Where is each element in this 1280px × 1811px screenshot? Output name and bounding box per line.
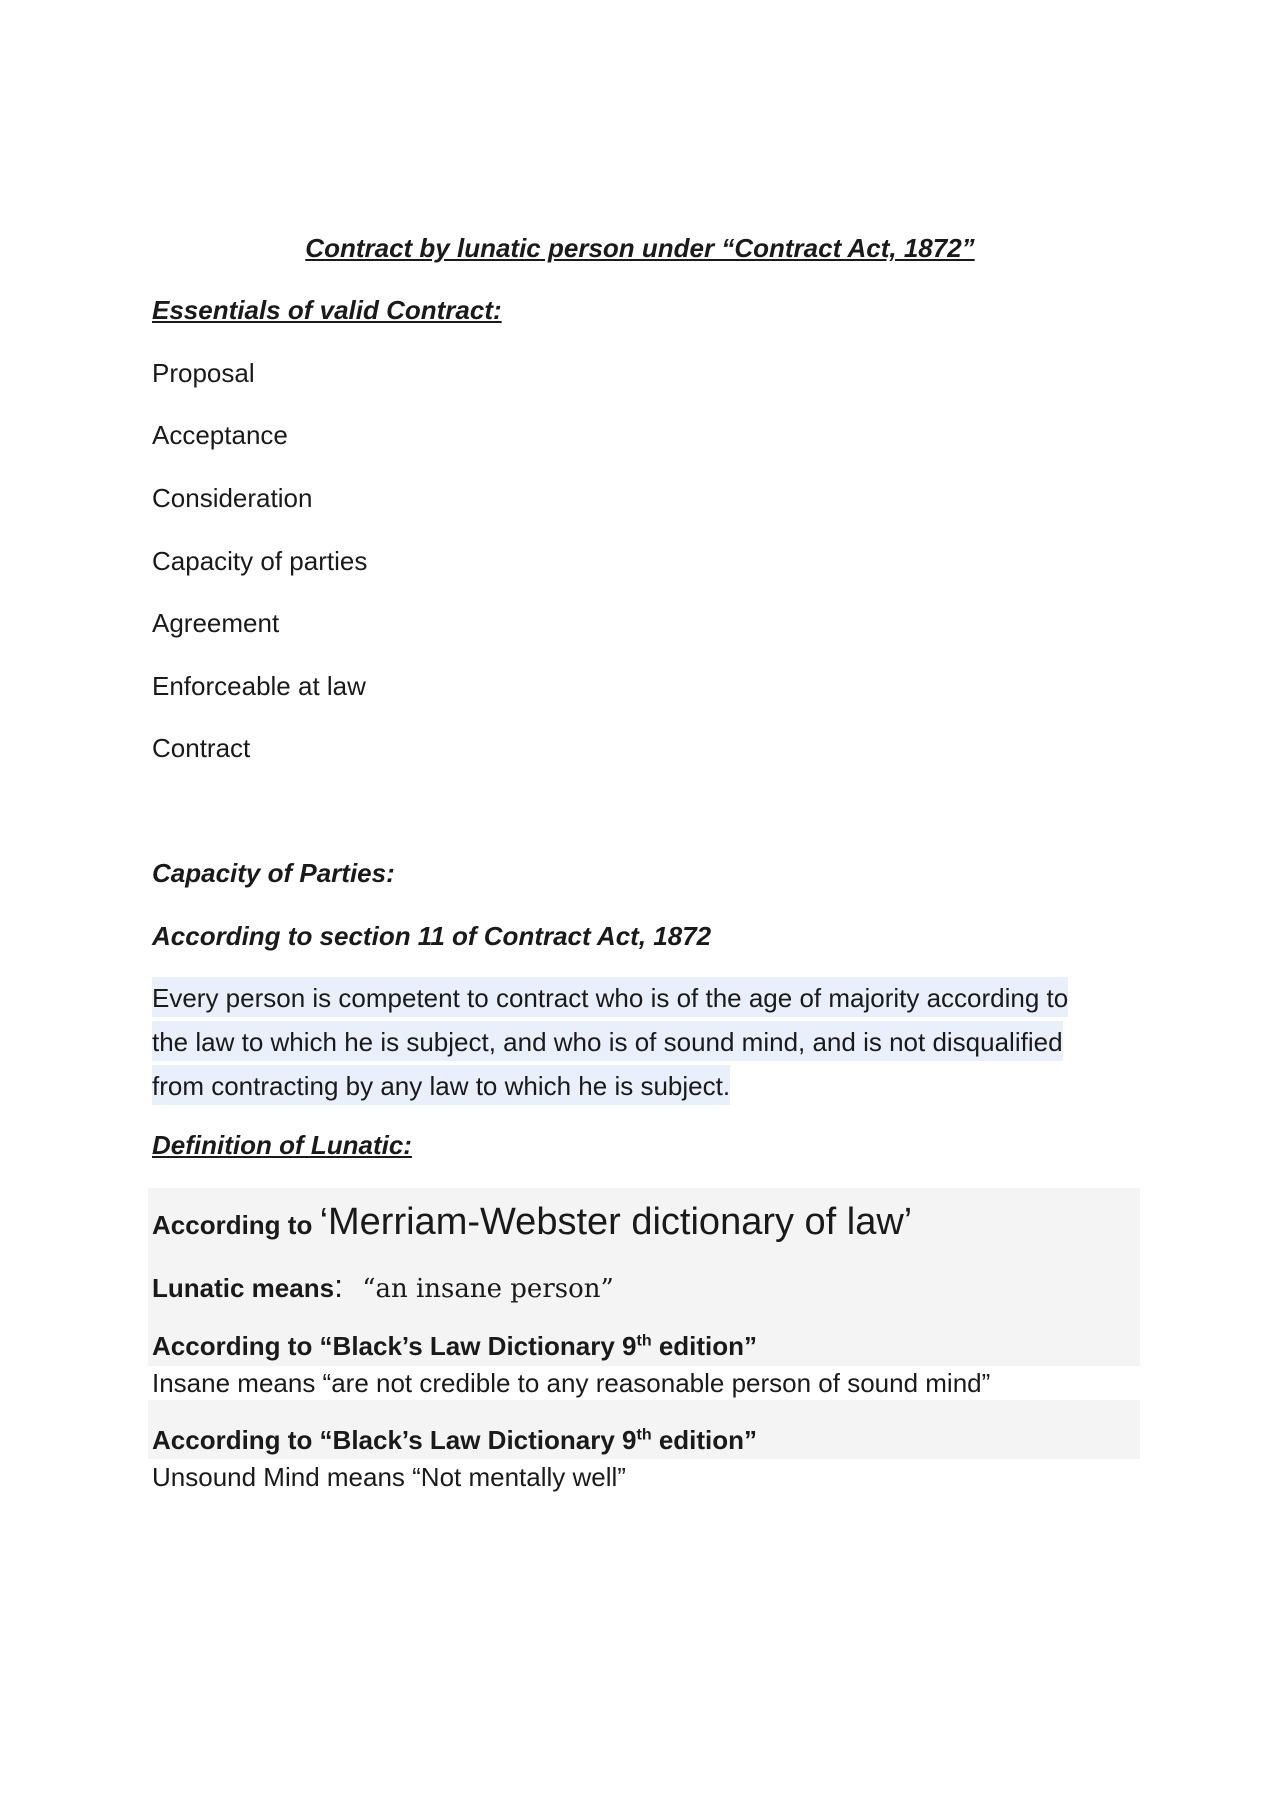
mw-prefix: According to [152, 1210, 313, 1240]
essential-item: Proposal [152, 358, 255, 388]
essential-item: Agreement [152, 608, 280, 638]
essential-item: Enforceable at law [152, 671, 366, 701]
document-title: Contract by lunatic person under “Contract Act, 1872” [305, 233, 975, 263]
essential-item: Consideration [152, 483, 313, 513]
capacity-heading: Capacity of Parties: [152, 858, 395, 888]
blacks-sup: th [636, 1426, 652, 1444]
section-text-line: the law to which he is subject, and who is of sound mind, and is not disqualified [152, 1021, 1063, 1061]
lunatic-means-line [152, 1266, 614, 1309]
definition-heading: Definition of Lunatic: [152, 1130, 412, 1160]
lunatic-label: Lunatic means [152, 1273, 335, 1303]
section-text-line: Every person is competent to contract who is of the age of majority according to [152, 977, 1068, 1017]
unsound-mind-definition: Unsound Mind means “Not mentally well” [152, 1462, 626, 1492]
blacks-suffix: edition” [651, 1425, 758, 1455]
section-text-line: from contracting by any law to which he is subject. [152, 1065, 730, 1105]
lunatic-colon: : [334, 1268, 343, 1304]
blacks-law-source-1 [152, 1330, 757, 1362]
lunatic-definition: “an insane person” [362, 1274, 614, 1304]
merriam-webster-line [152, 1198, 912, 1249]
blacks-law-source-2 [152, 1424, 757, 1456]
blacks-prefix: According to “Black’s Law Dictionary 9 [152, 1425, 637, 1455]
insane-definition: Insane means “are not credible to any reasonable person of sound mind” [152, 1368, 991, 1398]
essential-item: Contract [152, 733, 251, 763]
essentials-heading: Essentials of valid Contract: [152, 295, 502, 325]
blacks-sup: th [636, 1332, 652, 1350]
mw-source: ‘Merriam-Webster dictionary of law’ [319, 1201, 913, 1243]
section-11-text [152, 977, 1112, 1109]
section-heading: According to section 11 of Contract Act, 1872 [152, 921, 712, 951]
blacks-suffix: edition” [651, 1331, 758, 1361]
essential-item: Acceptance [152, 420, 288, 450]
essential-item: Capacity of parties [152, 546, 368, 576]
blacks-prefix: According to “Black’s Law Dictionary 9 [152, 1331, 637, 1361]
